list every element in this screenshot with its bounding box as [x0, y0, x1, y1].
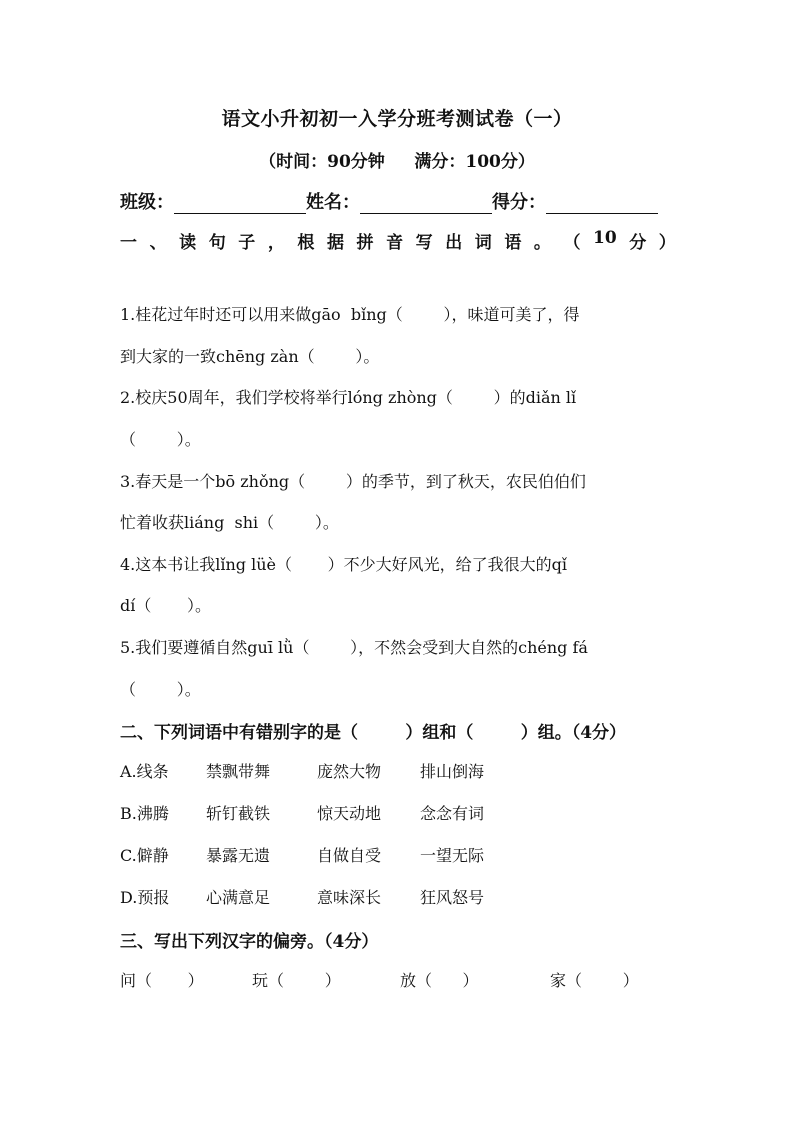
score-label: 得分：: [492, 192, 546, 213]
question-line: 3.春天是一个bō zhǒng（ ）的季节，到了秋天，农民伯伯们: [120, 472, 586, 491]
option-label: B.沸腾: [120, 804, 169, 823]
option-word: 自做自受: [317, 846, 382, 865]
option-word: 心满意足: [206, 888, 271, 907]
question-line: 4.这本书让我lǐng lüè（ ）不少大好风光，给了我很大的qǐ: [120, 555, 567, 574]
radical-item: 放（ ）: [400, 971, 479, 990]
option-word: 狂风怒号: [420, 888, 485, 907]
question-line: （ ）。: [120, 430, 201, 449]
option-word: 暴露无遗: [206, 846, 271, 865]
name-label: 姓名：: [306, 192, 360, 213]
question-line: 5.我们要遵循自然guī lǜ（ ），不然会受到大自然的chéng fá: [120, 638, 588, 657]
section-2-title: 二、下列词语中有错别字的是（ ）组和（ ）组。（4分）: [120, 723, 627, 743]
option-label: A.线条: [120, 762, 169, 781]
option-label: D.预报: [120, 888, 170, 907]
option-word: 一望无际: [420, 846, 485, 865]
question-line: 到大家的一致chēng zàn（ ）。: [120, 347, 380, 366]
exam-subtitle: （时间：90分钟 满分：100分）: [259, 152, 535, 172]
class-label: 班级：: [120, 192, 174, 213]
option-label: C.僻静: [120, 846, 169, 865]
option-word: 禁飘带舞: [206, 762, 271, 781]
question-line: 2.校庆50周年，我们学校将举行lóng zhòng（ ）的diǎn lǐ: [120, 388, 577, 407]
option-word: 排山倒海: [420, 762, 485, 781]
question-line: 忙着收获liáng shi（ ）。: [120, 513, 339, 532]
radical-item: 问（ ）: [120, 971, 204, 990]
section-3-title: 三、写出下列汉字的偏旁。（4分）: [120, 932, 379, 952]
class-blank[interactable]: [174, 191, 306, 214]
question-line: （ ）。: [120, 680, 201, 699]
option-word: 念念有词: [420, 804, 485, 823]
option-word: 惊天动地: [317, 804, 382, 823]
question-line: 1.桂花过年时还可以用来做gāo bǐng（ ），味道可美了，得: [120, 305, 580, 324]
option-word: 庞然大物: [317, 762, 382, 781]
option-word: 斩钉截铁: [206, 804, 271, 823]
score-blank[interactable]: [546, 191, 658, 214]
radical-item: 家（ ）: [550, 971, 639, 990]
option-word: 意味深长: [317, 888, 382, 907]
page-title: 语文小升初初一入学分班考测试卷（一）: [221, 108, 573, 130]
question-line: dí（ ）。: [120, 596, 211, 615]
section-1-title: 一 、 读 句 子 ， 根 据 拼 音 写 出 词 语 。 （ 10 分 ）: [120, 228, 676, 253]
student-info-row: [120, 188, 676, 214]
radical-item: 玩（ ）: [252, 971, 341, 990]
name-blank[interactable]: [360, 191, 492, 214]
